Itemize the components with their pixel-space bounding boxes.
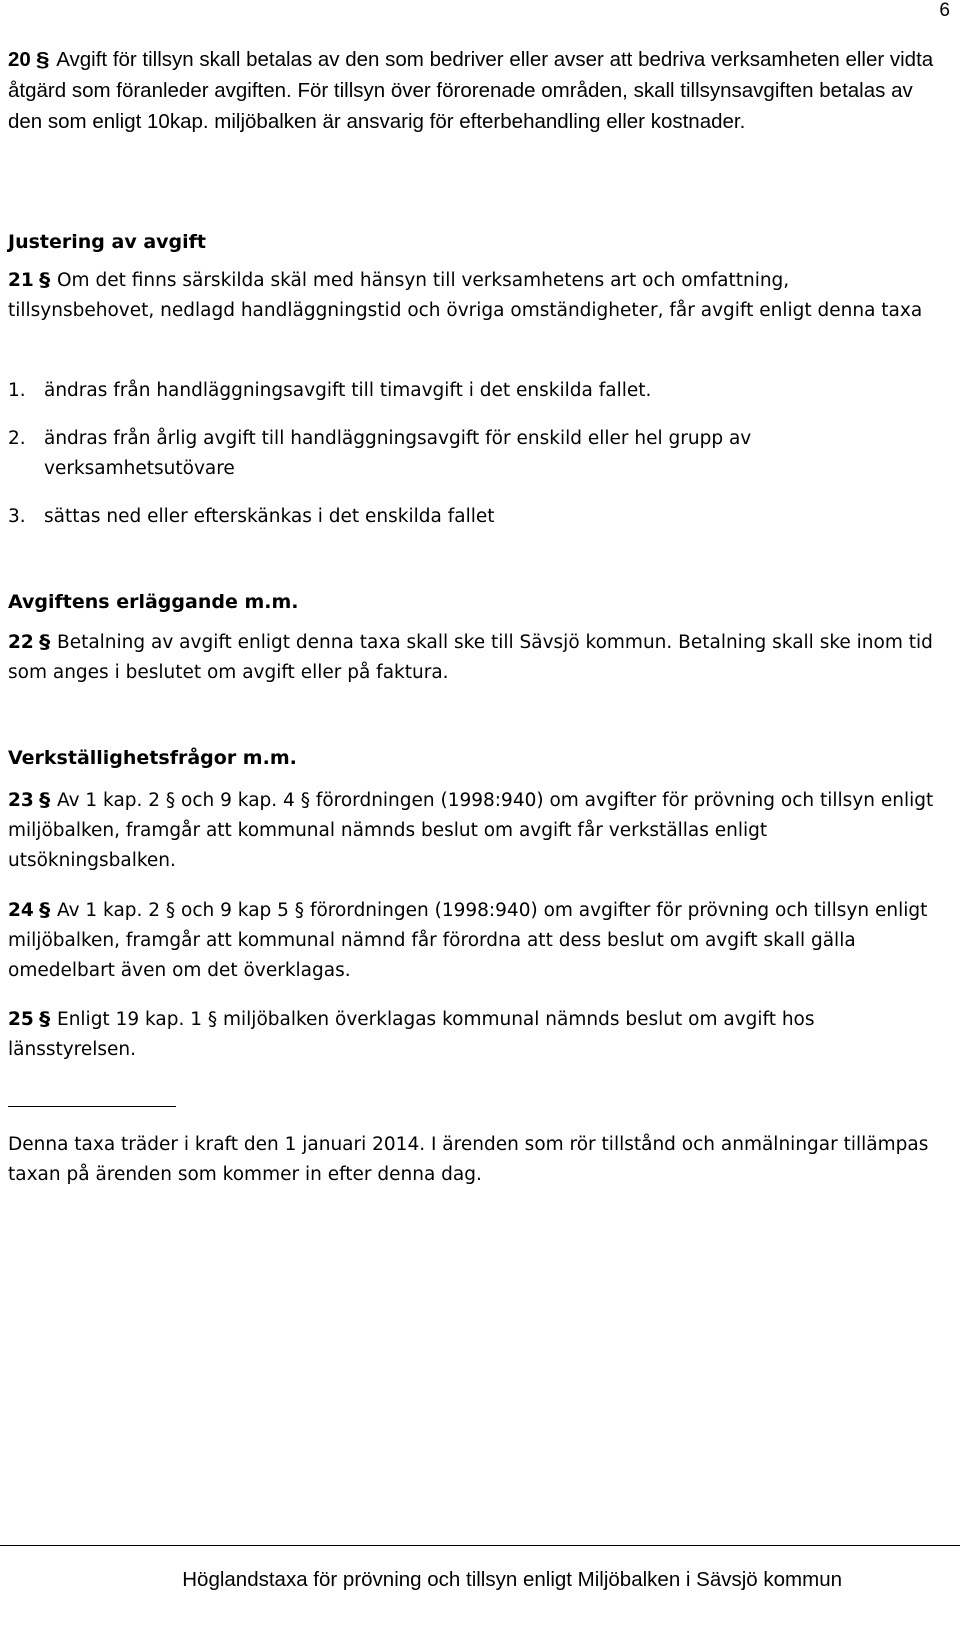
page-number: 6 — [939, 0, 950, 21]
paragraph-23 — [8, 786, 938, 876]
paragraph-22 — [8, 628, 938, 688]
paragraph-text: Enligt 19 kap. 1 § miljöbalken överklagas kommunal nämnds beslut om avgift hos länsstyrelsen. — [8, 1009, 815, 1060]
paragraph-number: 24 — [8, 900, 34, 921]
list-number: 1. — [8, 380, 26, 401]
list-item — [8, 502, 938, 532]
ikrafttradande-paragraph: Denna taxa träder i kraft den 1 januari 2014. I ärenden som rör tillstånd och anmälningar tillämpas taxan på ärenden som kommer in efter denna dag. — [8, 1134, 929, 1185]
heading-erlaggande: Avgiftens erläggande m.m. — [8, 591, 299, 613]
paragraph-21 — [8, 266, 938, 326]
section-sign-icon: § — [38, 790, 50, 811]
paragraph-text: Av 1 kap. 2 § och 9 kap. 4 § förordningen (1998:940) om avgifter för prövning och tillsyn enligt miljöbalken, framgår att kommunal nämnds beslut om avgift får verkställas enligt utsökningsbalken. — [8, 790, 934, 871]
paragraph-24 — [8, 896, 938, 986]
paragraph-25 — [8, 1005, 938, 1065]
list-number: 3. — [8, 506, 26, 527]
section-sign-icon: § — [38, 1009, 50, 1030]
paragraph-text: Om det finns särskilda skäl med hänsyn till verksamhetens art och omfattning, tillsynsbehovet, nedlagd handläggningstid och övriga omständigheter, får avgift enligt denna taxa — [8, 270, 923, 321]
section-sign-icon: § — [38, 632, 50, 653]
paragraph-20 — [8, 44, 938, 137]
footer-divider — [0, 1545, 960, 1546]
paragraph-text: Avgift för tillsyn skall betalas av den som bedriver eller avser att bedriva verksamheten eller vidta åtgärd som föranleder avgiften. För tillsyn över förorenade områden, skall tillsynsavgiften betalas av den som enligt 10kap. miljöbalken är ansvarig för efterbehandling eller kostnader. — [8, 48, 934, 133]
paragraph-number: 20 — [8, 48, 31, 71]
section-sign-icon: § — [35, 48, 50, 71]
list-number: 2. — [8, 428, 26, 449]
list-text: ändras från handläggningsavgift till timavgift i det enskilda fallet. — [44, 380, 652, 401]
list-text: sättas ned eller efterskänkas i det enskilda fallet — [44, 506, 495, 527]
paragraph-text: Av 1 kap. 2 § och 9 kap 5 § förordningen (1998:940) om avgifter för prövning och tillsyn enligt miljöbalken, framgår att kommunal nämnd får förordna att dess beslut om avgift skall gälla omedelbart även om det överklagas. — [8, 900, 928, 981]
paragraph-text: Betalning av avgift enligt denna taxa skall ske till Sävsjö kommun. Betalning skall ske inom tid som anges i beslutet om avgift eller på faktura. — [8, 632, 933, 683]
paragraph-number: 25 — [8, 1009, 34, 1030]
section-sign-icon: § — [38, 900, 50, 921]
list-item — [8, 424, 938, 484]
heading-justering: Justering av avgift — [8, 231, 206, 253]
list-item — [8, 376, 938, 406]
paragraph-number: 22 — [8, 632, 34, 653]
heading-verkstallighet: Verkställighetsfrågor m.m. — [8, 747, 297, 769]
section-sign-icon: § — [38, 270, 50, 291]
paragraph-number: 23 — [8, 790, 34, 811]
paragraph-number: 21 — [8, 270, 34, 291]
page-footer: Höglandstaxa för prövning och tillsyn enligt Miljöbalken i Sävsjö kommun — [182, 1568, 842, 1591]
list-text: ändras från årlig avgift till handläggningsavgift för enskild eller hel grupp av verksamhetsutövare — [44, 428, 752, 479]
section-divider — [8, 1106, 176, 1107]
